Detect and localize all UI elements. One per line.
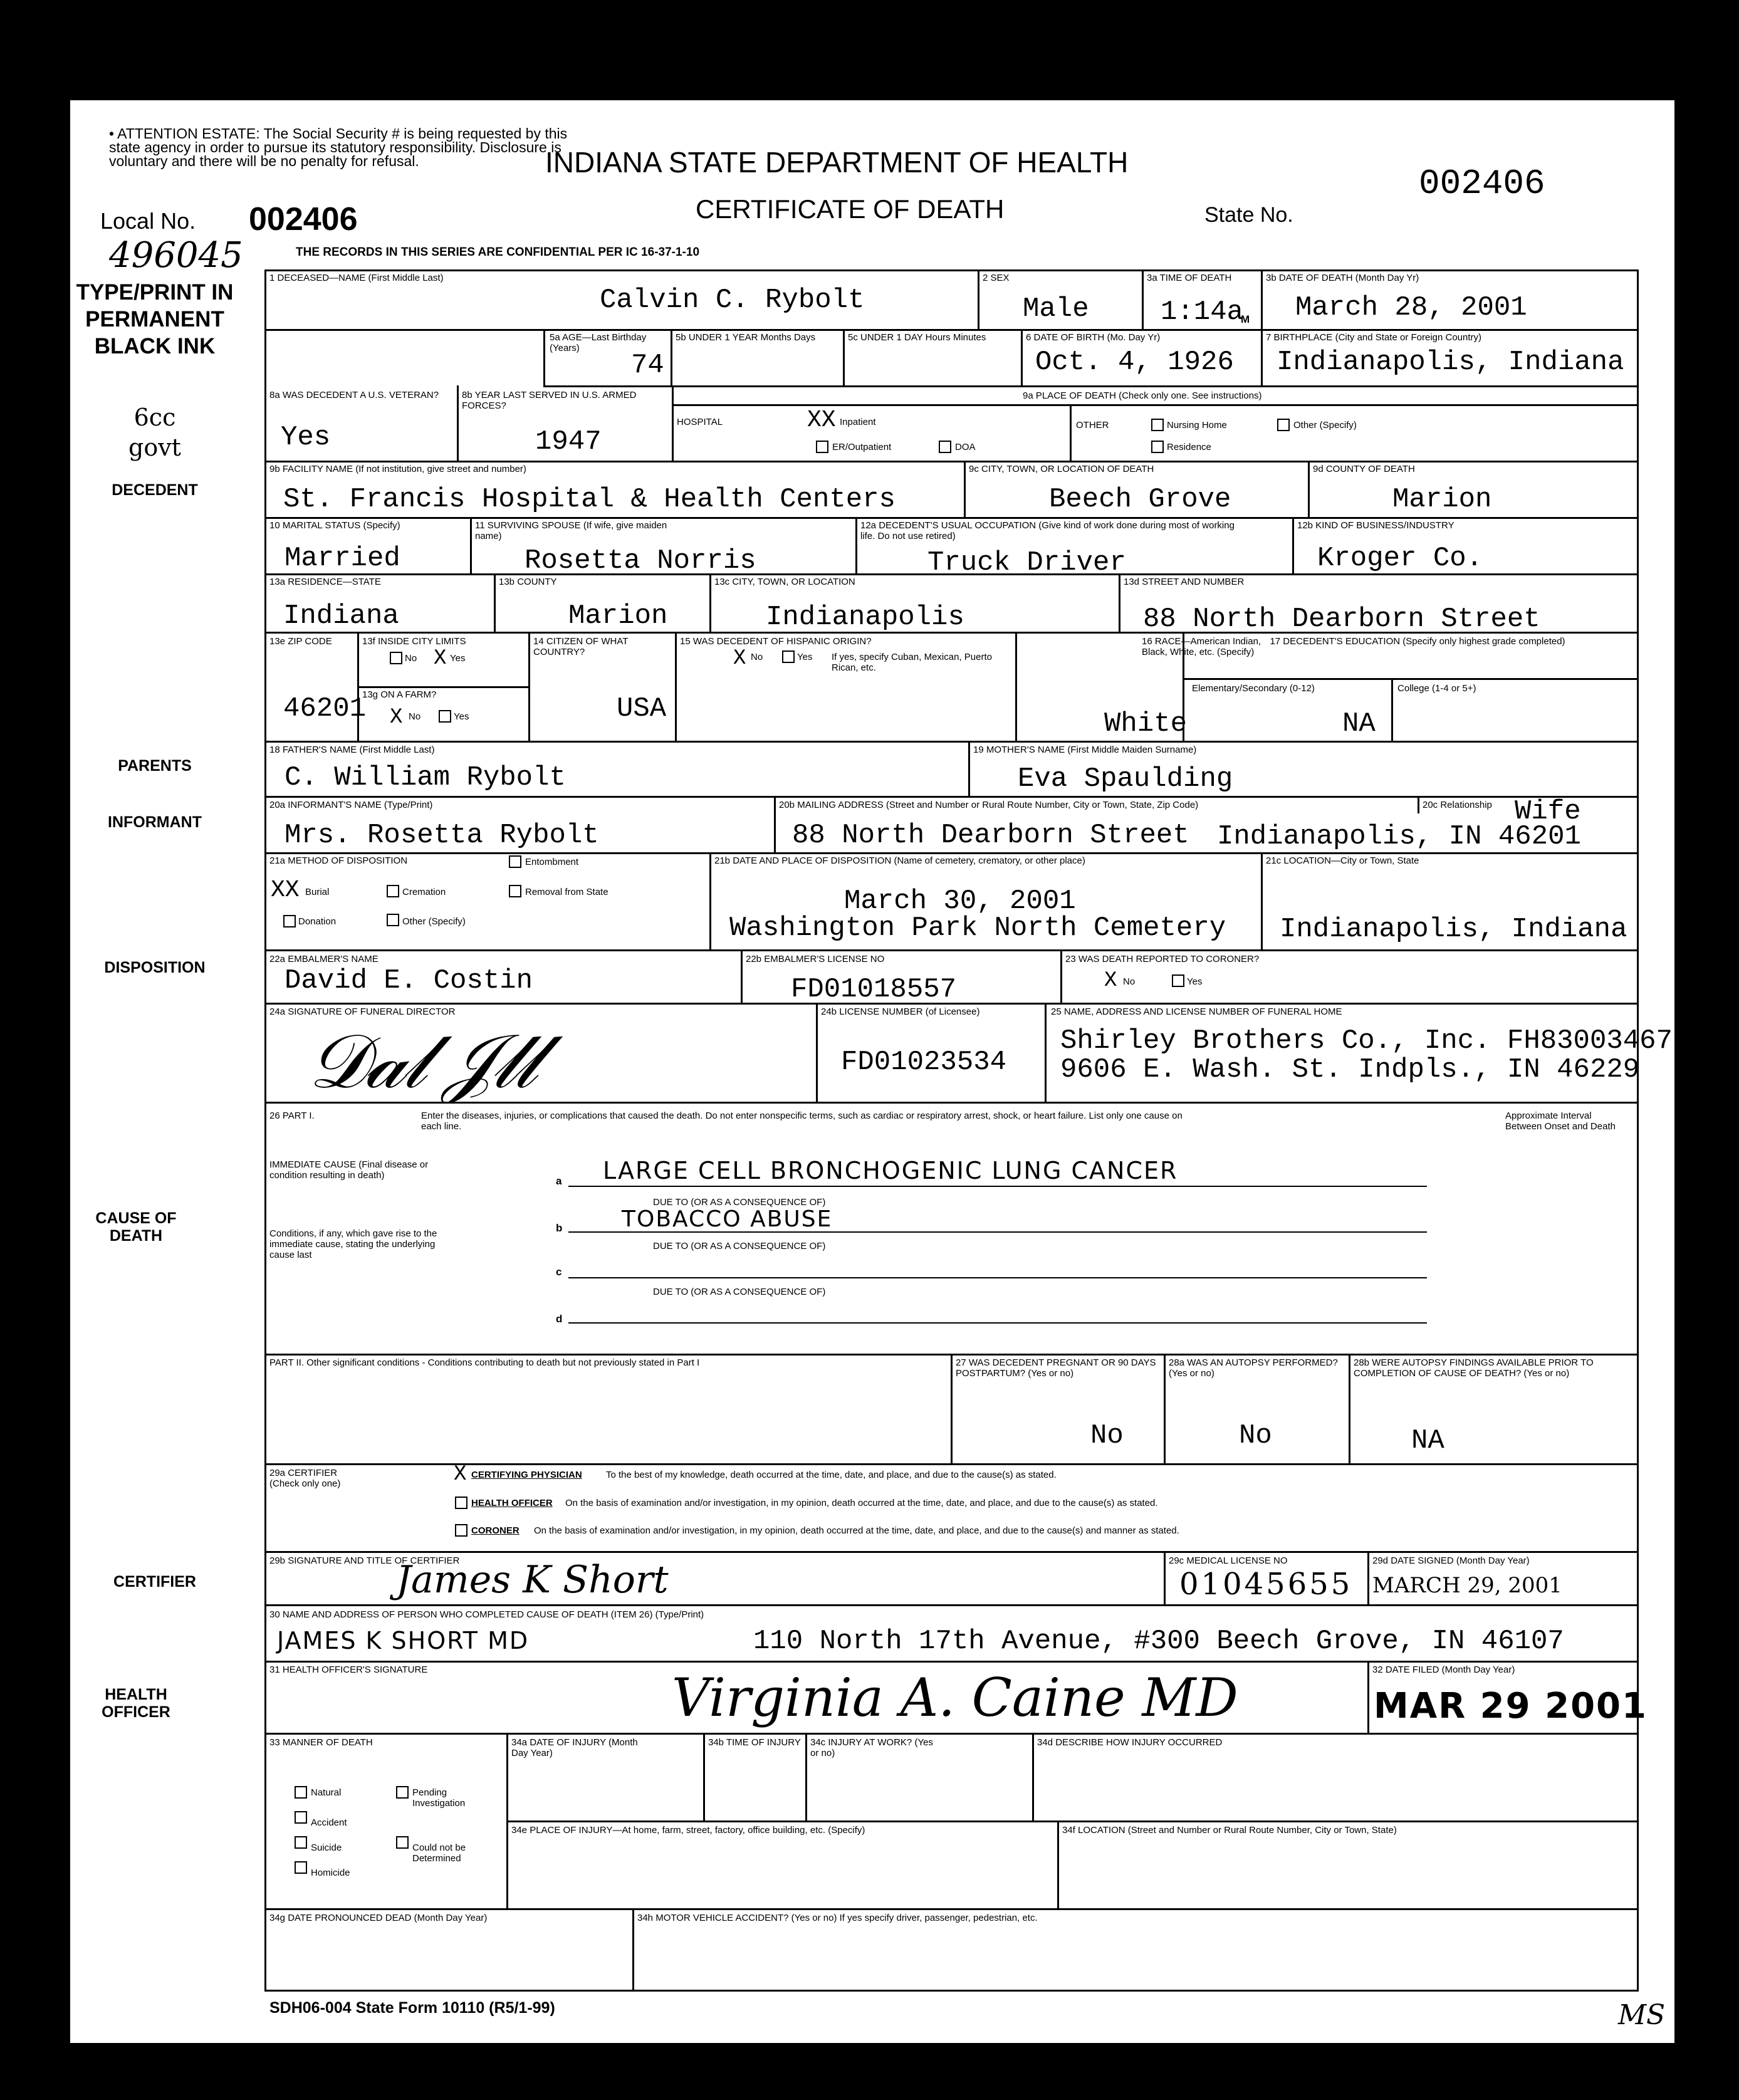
label-13c: 13c CITY, TOWN, OR LOCATION <box>714 577 855 587</box>
local-no-label: Local No. <box>100 208 196 234</box>
undetermined-checkbox[interactable] <box>396 1836 409 1849</box>
funeral-home-line2: 9606 E. Wash. St. Indpls., IN 46229 <box>1060 1054 1640 1085</box>
father-name: C. William Rybolt <box>285 762 566 793</box>
label-12b: 12b KIND OF BUSINESS/INDUSTRY <box>1297 520 1454 531</box>
label-approx-interval: Approximate Interval Between Onset and Death <box>1505 1110 1616 1132</box>
time-meridiem: M <box>1241 313 1250 325</box>
city-limits-no-checkbox[interactable] <box>390 652 402 664</box>
time-of-death: 1:14a <box>1161 296 1244 328</box>
age: 74 <box>631 350 664 381</box>
label-17: 17 DECEDENT'S EDUCATION (Specify only highest grade completed) <box>1270 636 1565 647</box>
label-23-yes: Yes <box>1187 976 1203 987</box>
date-of-birth: Oct. 4, 1926 <box>1035 347 1234 378</box>
label-11: 11 SURVIVING SPOUSE (If wife, give maiden name) <box>475 520 667 541</box>
date-signed: MARCH 29, 2001 <box>1372 1573 1562 1598</box>
label-cert-phys: CERTIFYING PHYSICIAN <box>471 1470 582 1480</box>
label-13g-no: No <box>409 711 421 722</box>
label-29c: 29c MEDICAL LICENSE NO <box>1169 1555 1288 1566</box>
label-13a: 13a RESIDENCE—STATE <box>269 577 381 587</box>
label-9d: 9d COUNTY OF DEATH <box>1313 464 1415 474</box>
label-23-no: No <box>1123 976 1136 987</box>
side-parents: PARENTS <box>118 757 192 775</box>
label-29a: 29a CERTIFIER (Check only one) <box>269 1468 341 1489</box>
label-14: 14 CITIZEN OF WHAT COUNTRY? <box>533 636 629 657</box>
citizenship: USA <box>617 693 667 724</box>
confidential-note: THE RECORDS IN THIS SERIES ARE CONFIDENTIAL PER IC 16-37-1-10 <box>296 246 700 259</box>
mailing-address: 88 North Dearborn Street <box>792 820 1189 851</box>
label-9a: 9a PLACE OF DEATH (Check only one. See instructions) <box>1023 390 1262 401</box>
coroner-text: On the basis of examination and/or investigation, in my opinion, death occurred at the time, date, and place, and due to the cause(s) and manner as stated. <box>534 1525 1179 1536</box>
label-13d: 13d STREET AND NUMBER <box>1124 577 1245 587</box>
state-no-label: State No. <box>1204 203 1293 227</box>
autopsy-findings: NA <box>1411 1425 1444 1456</box>
disposition-location: Indianapolis, Indiana <box>1280 914 1627 945</box>
residence-checkbox[interactable] <box>1151 441 1164 453</box>
other-disp-checkbox[interactable] <box>387 914 399 926</box>
city-limits-yes-mark: X <box>434 647 447 671</box>
date-filed: MAR 29 2001 <box>1374 1686 1648 1726</box>
label-3a: 3a TIME OF DEATH <box>1147 273 1232 283</box>
label-entombment: Entombment <box>525 857 579 867</box>
label-25: 25 NAME, ADDRESS AND LICENSE NUMBER OF FUNERAL HOME <box>1051 1006 1342 1017</box>
label-5a: 5a AGE—Last Birthday (Years) <box>550 332 647 353</box>
label-hospital: HOSPITAL <box>677 417 723 427</box>
hispanic-no-mark: X <box>733 647 746 671</box>
residence-street: 88 North Dearborn Street <box>1143 603 1540 635</box>
certifier-signature: James K Short <box>396 1558 669 1602</box>
label-coroner: CORONER <box>471 1525 520 1536</box>
side-health-officer: HEALTH OFFICER <box>102 1686 170 1721</box>
cert-phys-text: To the best of my knowledge, death occurred at the time, date, and place, and due to the cause(s) as stated. <box>606 1470 1057 1480</box>
disposition-date: March 30, 2001 <box>844 885 1076 917</box>
mailing-city: Indianapolis, IN 46201 <box>1217 821 1581 852</box>
label-doa: DOA <box>955 442 976 452</box>
line-a: a <box>556 1175 562 1187</box>
certifying-physician-mark: X <box>454 1463 467 1486</box>
year-served: 1947 <box>535 426 602 457</box>
funeral-director-license: FD01023534 <box>841 1047 1007 1078</box>
label-cremation: Cremation <box>402 887 446 897</box>
burial-mark: XX <box>271 877 300 904</box>
label-34f: 34f LOCATION (Street and Number or Rural Route Number, City or Town, State) <box>1062 1825 1397 1836</box>
label-29d: 29d DATE SIGNED (Month Day Year) <box>1372 1555 1530 1566</box>
label-31: 31 HEALTH OFFICER'S SIGNATURE <box>269 1664 428 1675</box>
removal-checkbox[interactable] <box>509 885 521 897</box>
label-29b: 29b SIGNATURE AND TITLE OF CERTIFIER <box>269 1555 460 1566</box>
label-34c: 34c INJURY AT WORK? (Yes or no) <box>810 1737 933 1758</box>
residence-city: Indianapolis <box>766 602 964 633</box>
label-suicide: Suicide <box>311 1842 342 1853</box>
pending-checkbox[interactable] <box>396 1786 409 1799</box>
race: White <box>1104 708 1188 739</box>
local-no-handwritten: 496045 <box>109 235 243 276</box>
residence-county: Marion <box>568 600 668 632</box>
hispanic-yes-checkbox[interactable] <box>782 650 795 663</box>
business: Kroger Co. <box>1317 543 1483 574</box>
label-5b: 5b UNDER 1 YEAR Months Days <box>676 332 816 343</box>
line-d: d <box>556 1313 563 1325</box>
label-donation: Donation <box>298 916 337 927</box>
label-23: 23 WAS DEATH REPORTED TO CORONER? <box>1065 954 1260 964</box>
embalmer-license: FD01018557 <box>791 974 957 1005</box>
label-13g: 13g ON A FARM? <box>362 689 437 700</box>
label-burial: Burial <box>305 887 330 897</box>
label-19: 19 MOTHER'S NAME (First Middle Maiden Surname) <box>973 744 1197 755</box>
facility-name: St. Francis Hospital & Health Centers <box>283 484 896 515</box>
label-part2: PART II. Other significant conditions - Conditions contributing to death but not previously stated in Part I <box>269 1357 700 1368</box>
occupation: Truck Driver <box>927 547 1126 578</box>
line-b: b <box>556 1222 563 1234</box>
local-no-value: 002406 <box>249 201 358 238</box>
label-residence: Residence <box>1167 442 1211 452</box>
form-footer: SDH06-004 State Form 10110 (R5/1-99) <box>269 1999 555 2017</box>
pregnant: No <box>1090 1420 1124 1451</box>
label-college: College (1-4 or 5+) <box>1397 683 1476 694</box>
side-informant: INFORMANT <box>108 813 202 831</box>
marital-status: Married <box>285 543 400 574</box>
label-33: 33 MANNER OF DEATH <box>269 1737 373 1748</box>
certificate-title: CERTIFICATE OF DEATH <box>696 194 1005 224</box>
suicide-checkbox[interactable] <box>295 1836 307 1849</box>
er-checkbox[interactable] <box>816 441 828 453</box>
completer-address: 110 North 17th Avenue, #300 Beech Grove, IN 46107 <box>753 1626 1564 1657</box>
education: NA <box>1342 708 1376 739</box>
label-28a: 28a WAS AN AUTOPSY PERFORMED? (Yes or no) <box>1169 1357 1338 1379</box>
health-officer-signature: Virginia A. Caine MD <box>672 1667 1238 1728</box>
state-no-value: 002406 <box>1419 164 1545 204</box>
label-34d: 34d DESCRIBE HOW INJURY OCCURRED <box>1037 1737 1223 1748</box>
label-20a: 20a INFORMANT'S NAME (Type/Print) <box>269 800 433 810</box>
sex: Male <box>1023 293 1089 325</box>
mother-name: Eva Spaulding <box>1018 763 1233 795</box>
agency-title: INDIANA STATE DEPARTMENT OF HEALTH <box>545 146 1129 179</box>
residence-state: Indiana <box>283 600 399 632</box>
label-13g-yes: Yes <box>454 711 469 722</box>
inpatient-mark: XX <box>807 407 836 434</box>
label-13f-yes: Yes <box>450 653 466 664</box>
label-34a: 34a DATE OF INJURY (Month Day Year) <box>511 1737 638 1758</box>
surviving-spouse: Rosetta Norris <box>525 545 756 577</box>
label-undetermined: Could not be Determined <box>412 1842 466 1864</box>
label-1: 1 DECEASED—NAME (First Middle Last) <box>269 273 444 283</box>
medical-license: 01045655 <box>1179 1567 1353 1602</box>
cause-b: TOBACCO ABUSE <box>622 1206 833 1232</box>
label-homicide: Homicide <box>311 1868 350 1878</box>
decedent-name: Calvin C. Rybolt <box>600 285 865 316</box>
label-6: 6 DATE OF BIRTH (Mo. Day Yr) <box>1026 332 1161 343</box>
disposition-place: Washington Park North Cemetery <box>729 912 1226 944</box>
due-to-1: DUE TO (OR AS A CONSEQUENCE OF) <box>653 1197 826 1208</box>
label-8b: 8b YEAR LAST SERVED IN U.S. ARMED FORCES? <box>462 390 637 411</box>
label-22b: 22b EMBALMER'S LICENSE NO <box>746 954 885 964</box>
line-c: c <box>556 1266 562 1278</box>
side-decedent: DECEDENT <box>112 481 198 499</box>
label-28b: 28b WERE AUTOPSY FINDINGS AVAILABLE PRIOR TO COMPLETION OF CAUSE OF DEATH? (Yes or no) <box>1354 1357 1594 1379</box>
label-21c: 21c LOCATION—City or Town, State <box>1266 855 1419 866</box>
coroner-no-mark: X <box>1104 969 1117 993</box>
label-13b: 13b COUNTY <box>499 577 557 587</box>
relationship: Wife <box>1515 796 1581 827</box>
label-13f-no: No <box>405 653 417 664</box>
nursing-checkbox[interactable] <box>1151 419 1164 431</box>
label-15-specify: If yes, specify Cuban, Mexican, Puerto Rican, etc. <box>832 652 992 673</box>
farm-no-mark: X <box>390 706 403 729</box>
autopsy-performed: No <box>1239 1420 1272 1451</box>
accident-checkbox[interactable] <box>295 1811 307 1824</box>
label-8a: 8a WAS DECEDENT A U.S. VETERAN? <box>269 390 439 400</box>
label-other-disp: Other (Specify) <box>402 916 466 927</box>
informant-name: Mrs. Rosetta Rybolt <box>285 820 599 851</box>
label-health-officer: HEALTH OFFICER <box>471 1498 553 1508</box>
label-21b: 21b DATE AND PLACE OF DISPOSITION (Name of cemetery, crematory, or other place) <box>714 855 1085 866</box>
side-certifier: CERTIFIER <box>113 1573 196 1591</box>
donation-checkbox[interactable] <box>283 915 296 927</box>
coroner-yes-checkbox[interactable] <box>1172 974 1184 987</box>
label-18: 18 FATHER'S NAME (First Middle Last) <box>269 744 435 755</box>
label-30: 30 NAME AND ADDRESS OF PERSON WHO COMPLETED CAUSE OF DEATH (ITEM 26) (Type/Print) <box>269 1609 704 1620</box>
due-to-3: DUE TO (OR AS A CONSEQUENCE OF) <box>653 1287 826 1297</box>
label-34b: 34b TIME OF INJURY <box>708 1737 801 1748</box>
label-15: 15 WAS DECEDENT OF HISPANIC ORIGIN? <box>680 636 872 647</box>
label-2: 2 SEX <box>983 273 1010 283</box>
label-elementary: Elementary/Secondary (0-12) <box>1192 683 1315 694</box>
label-9c: 9c CITY, TOWN, OR LOCATION OF DEATH <box>969 464 1154 474</box>
veteran: Yes <box>281 422 331 453</box>
homicide-checkbox[interactable] <box>295 1861 307 1874</box>
label-9b: 9b FACILITY NAME (If not institution, give street and number) <box>269 464 526 474</box>
label-er: ER/Outpatient <box>832 442 892 452</box>
side-note: 6cc govt <box>128 404 181 461</box>
label-removal: Removal from State <box>525 887 608 897</box>
label-34g: 34g DATE PRONOUNCED DEAD (Month Day Year) <box>269 1913 488 1923</box>
doa-checkbox[interactable] <box>939 441 951 453</box>
label-16: 16 RACE—American Indian, Black, White, etc. (Specify) <box>1142 636 1261 657</box>
label-inpatient: Inpatient <box>840 417 876 427</box>
label-34e: 34e PLACE OF INJURY—At home, farm, street, factory, office building, etc. (Specify) <box>511 1825 865 1836</box>
label-conditions: Conditions, if any, which gave rise to the immediate cause, stating the underlying cause last <box>269 1228 437 1260</box>
label-15-yes: Yes <box>797 652 813 662</box>
label-3b: 3b DATE OF DEATH (Month Day Yr) <box>1266 273 1419 283</box>
label-20b: 20b MAILING ADDRESS (Street and Number or Rural Route Number, City or Town, State, Zip Code) <box>779 800 1199 810</box>
label-21a: 21a METHOD OF DISPOSITION <box>269 855 408 866</box>
natural-checkbox[interactable] <box>295 1786 307 1799</box>
label-13e: 13e ZIP CODE <box>269 636 332 647</box>
label-24a: 24a SIGNATURE OF FUNERAL DIRECTOR <box>269 1006 456 1017</box>
embalmer-name: David E. Costin <box>285 965 533 996</box>
birthplace: Indianapolis, Indiana <box>1277 347 1624 378</box>
completer-name: JAMES K SHORT MD <box>277 1627 530 1654</box>
other-place-checkbox[interactable] <box>1277 419 1290 431</box>
label-24b: 24b LICENSE NUMBER (of Licensee) <box>821 1006 980 1017</box>
funeral-director-signature: 𝒟𝒶𝓁 𝒥𝓁𝓁 <box>308 1018 535 1105</box>
label-20c: 20c Relationship <box>1423 800 1492 810</box>
funeral-home-line1: Shirley Brothers Co., Inc. FH83003467 <box>1060 1025 1673 1057</box>
label-12a: 12a DECEDENT'S USUAL OCCUPATION (Give kind of work done during most of working life. Do not use retired) <box>860 520 1235 541</box>
part1-instructions: Enter the diseases, injuries, or complications that caused the death. Do not enter nonspecific terms, such as cardiac or respiratory arrest, shock, or heart failure. List only one cause on each line. <box>421 1110 1183 1132</box>
certificate-paper <box>70 100 1674 2043</box>
label-13f: 13f INSIDE CITY LIMITS <box>362 636 466 647</box>
label-7: 7 BIRTHPLACE (City and State or Foreign Country) <box>1266 332 1482 343</box>
date-of-death: March 28, 2001 <box>1295 292 1527 323</box>
zip-code: 46201 <box>283 693 367 724</box>
label-10: 10 MARITAL STATUS (Specify) <box>269 520 400 531</box>
health-officer-checkbox[interactable] <box>455 1497 467 1509</box>
label-nursing: Nursing Home <box>1167 420 1227 431</box>
label-accident: Accident <box>311 1817 347 1828</box>
due-to-2: DUE TO (OR AS A CONSEQUENCE OF) <box>653 1241 826 1251</box>
label-immediate: IMMEDIATE CAUSE (Final disease or condition resulting in death) <box>269 1159 429 1181</box>
side-cause-of-death: CAUSE OF DEATH <box>95 1209 177 1245</box>
cause-a: LARGE CELL BRONCHOGENIC LUNG CANCER <box>603 1157 1178 1184</box>
county-of-death: Marion <box>1392 484 1492 515</box>
label-15-no: No <box>751 652 763 662</box>
city-of-death: Beech Grove <box>1049 484 1231 515</box>
label-natural: Natural <box>311 1787 342 1798</box>
label-pending: Pending Investigation <box>412 1787 466 1809</box>
label-other-specify: Other (Specify) <box>1293 420 1357 431</box>
farm-yes-checkbox[interactable] <box>439 710 451 723</box>
label-5c: 5c UNDER 1 DAY Hours Minutes <box>848 332 986 343</box>
side-disposition: DISPOSITION <box>104 959 206 976</box>
cremation-checkbox[interactable] <box>387 885 399 897</box>
side-type-print: TYPE/PRINT IN PERMANENT BLACK INK <box>76 280 234 358</box>
label-26: 26 PART I. <box>269 1110 315 1121</box>
attention-notice: • ATTENTION ESTATE: The Social Security # is being requested by this state agency in order to pursue its statutory responsibility. Disclosure is voluntary and there will be no penalty for refusal. <box>109 125 568 169</box>
health-officer-text: On the basis of examination and/or investigation, in my opinion, death occurred at the time, date, and place, and due to the cause(s) as stated. <box>565 1498 1158 1508</box>
label-22a: 22a EMBALMER'S NAME <box>269 954 379 964</box>
label-32: 32 DATE FILED (Month Day Year) <box>1372 1664 1515 1675</box>
coroner-checkbox[interactable] <box>455 1524 467 1537</box>
initials: MS <box>1618 1999 1666 2031</box>
label-34h: 34h MOTOR VEHICLE ACCIDENT? (Yes or no) If yes specify driver, passenger, pedestrian, etc. <box>637 1913 1038 1923</box>
label-other-place: OTHER <box>1076 420 1109 431</box>
entombment-checkbox[interactable] <box>509 855 521 868</box>
label-27: 27 WAS DECEDENT PREGNANT OR 90 DAYS POSTPARTUM? (Yes or no) <box>956 1357 1156 1379</box>
